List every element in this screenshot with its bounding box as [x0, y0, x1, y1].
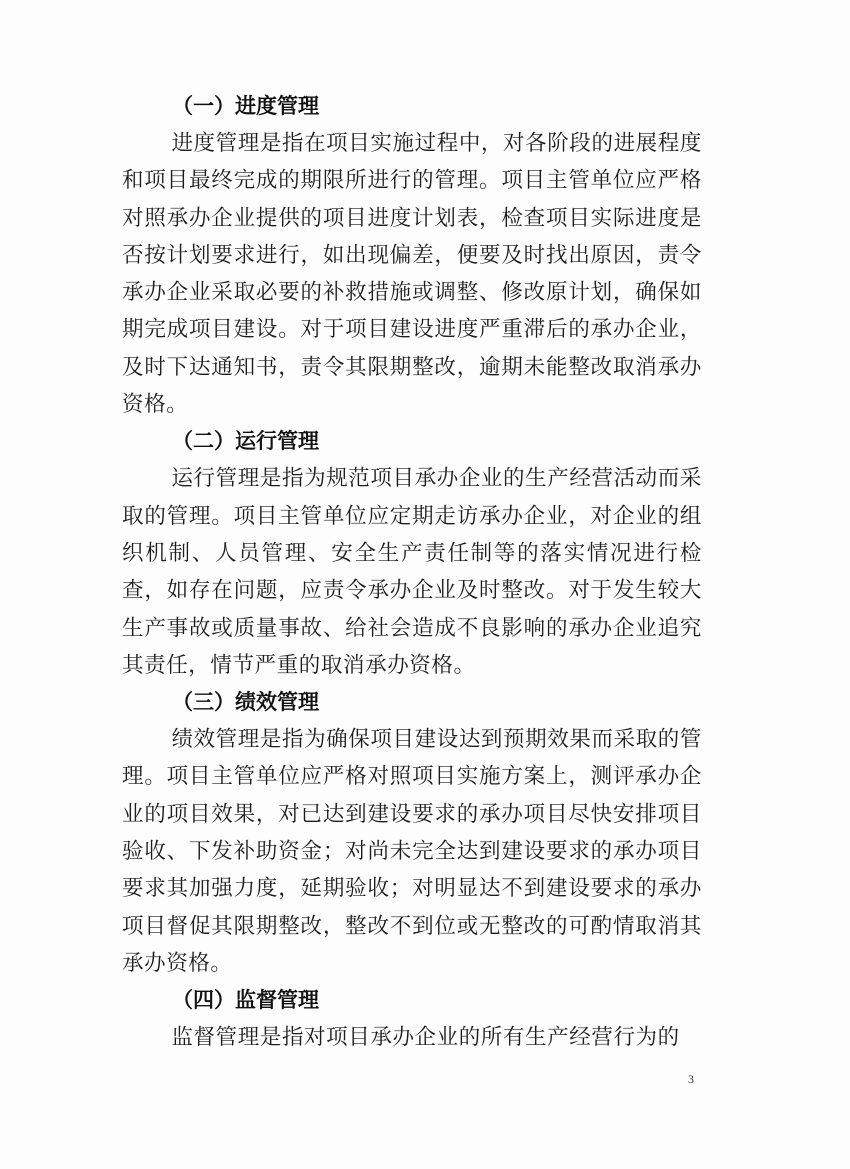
section-heading-performance: （三）绩效管理 [172, 690, 319, 715]
section-heading-progress: （一）进度管理 [172, 94, 319, 118]
page-number: 3 [688, 1072, 694, 1086]
section-body-operation: 运行管理是指为规范项目承办企业的生产经营活动而采取的管理。项目主管单位应定期走访承办企业，对企业的组织机制、人员管理、安全生产责任制等的落实情况进行检查，如存在问题，应责令承办企业及时整改。对于发生较大生产事故或质量事故、给社会造成不良影响的承办企业追究其责任，情节严重的取消承办资格。 [122, 466, 702, 678]
section-heading-supervision: （四）监督管理 [172, 988, 319, 1013]
section-body-progress: 进度管理是指在项目实施过程中，对各阶段的进展程度和项目最终完成的期限所进行的管理。项目主管单位应严格对照承办企业提供的项目进度计划表，检查项目实际进度是否按计划要求进行，如出现偏差，便要及时找出原因，责令承办企业采取必要的补救措施或调整、修改原计划，确保如期完成项目建设。对于项目建设进度严重滞后的承办企业，及时下达通知书，责令其限期整改，逾期未能整改取消承办资格。 [122, 131, 702, 418]
section-body-supervision: 监督管理是指对项目承办企业的所有生产经营行为的 [171, 1025, 680, 1051]
section-heading-operation: （二）运行管理 [172, 429, 319, 454]
section-body-performance: 绩效管理是指为确保项目建设达到预期效果而采取的管理。项目主管单位应严格对照项目实施方案上，测评承办企业的项目效果，对已达到建设要求的承办项目尽快安排项目验收、下发补助资金；对尚未完全达到建设要求的承办项目要求其加强力度，延期验收；对明显达不到建设要求的承办项目督促其限期整改，整改不到位或无整改的可酌情取消其承办资格。 [122, 727, 702, 976]
page-content [122, 88, 702, 1057]
